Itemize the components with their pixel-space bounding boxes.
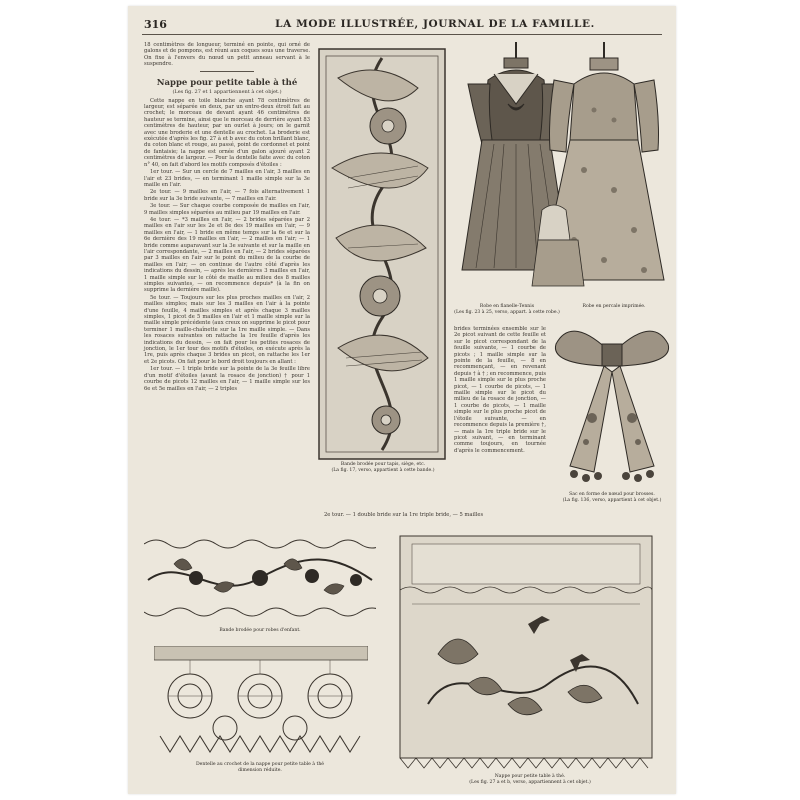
dress-left-caption-title: Robe en flanelle-Tennis <box>479 304 535 309</box>
paragraph: 1er tour. — Sur un cercle de 7 mailles en l'air, 3 mailles en l'air et 23 brides, — en terminant 1 maille simple sur la 3e maille en l'air. <box>144 169 310 188</box>
journal-title: LA MODE ILLUSTRÉE, JOURNAL DE LA FAMILLE. <box>275 18 595 30</box>
bag-caption <box>550 492 674 503</box>
tablecloth-caption <box>398 774 662 785</box>
vertical-embroidered-band-illustration <box>318 48 446 460</box>
paragraph: 5e tour. — Toujours sur les plus proches mailles en l'air, 2 mailles simples; mais sur les 3 mailles en l'air à la pointe d'une feuille, 4 mailles simples et après chaque 3 mailles simples, 1 picot de 5 mailles en l'air et 1 maille simple sur la maille simple précédente (aux creux on supprime le picot pour terminer 1 maille-chaînette sur la 1re maille simple. — Dans les rosaces suivantes on rattache la 1re feuille d'après les indications du dessin, — on fait pour les petites rosaces de jonction, le 1er tour des motifs d'étoiles, on exécute après la 1re, puis après chaque 3 brides un picot, on rattache les 1er et 2e picots. On fait pour le bord droit toujours en allant : <box>144 294 310 365</box>
journal-page <box>128 6 676 794</box>
tablecloth-caption-sub: (Les fig. 27 a et b, verso, appartiennent à cet objet.) <box>469 779 591 785</box>
page-number: 316 <box>144 18 167 31</box>
dress-right-caption-title: Robe en percale imprimée. <box>582 304 646 309</box>
paragraph: 2e tour. — 1 double bride sur la 1re triple bride, — 5 mailles <box>324 512 484 518</box>
left-text-column <box>144 42 310 530</box>
vertical-band-caption-sub: (La fig. 17, verso, appartient à cette bande.) <box>331 467 435 473</box>
paragraph: 4e tour. — *3 mailles en l'air, — 2 brides séparées par 2 mailles en l'air sur les 2e et 8e des 19 mailles en l'air, — 9 mailles en l'air, — 1 bride en même temps sur la 6e et sur la 6e dernière des 19 mailles en l'air, — 2 mailles en l'air; — 1 bride comme auparavant sur la 3e suivante et sur la maille en l'air correspondante, — 2 mailles en l'air, — 2 brides séparées par 3 mailles en l'air sur le point du milieu de la courbe de mailles en l'air; — on continue de l'autre côté d'après les indications du dessin, — après les dernières 3 mailles en l'air, 1 maille simple sur le côté de maille au milieu des 8 mailles simples suivantes, — on recommence depuis* (à la fin on supprime la dernière maille). <box>144 216 310 294</box>
dress-left-caption <box>454 304 560 315</box>
paragraph: Cette nappe en toile blanche ayant 78 centimètres de largeur, est séparée en deux, par un entre-deux étroit fait au crochet; le morceau de devant ayant 46 centimètres de hauteur se termine, ainsi que le morceau de derrière ayant 83 centimètres de hauteur, par un ourlet à jours; on le garnit avec une broderie et une dentelle au crochet. La broderie est exécutée d'après les fig. 27 à et b avec du coton brillant blanc, du coton blanc et rouge, au passé, point de cordonnet et point de fantaisie; la nappe est ornée d'un galon ajouré ayant 2 centimètres de largeur. — Pour la dentelle faite avec du coton n° 40, on fait d'abord les motifs composés d'étoiles : <box>144 97 310 168</box>
section-subtitle: (Les fig. 27 et 1 appartiennent à cet objet.) <box>172 88 282 95</box>
lace-caption-sub: dimension réduite. <box>238 767 282 773</box>
horizontal-band-caption-title: Bande brodée pour robes d'enfant. <box>219 628 301 633</box>
page-header <box>128 6 676 36</box>
intro-paragraph: 18 centimètres de longueur, terminé en pointe, qui orné de galons et de pompons, est réuni aux coques sous une traverse. On fixe à l'envers du nœud un petit anneau servant à le suspendre. <box>144 42 310 68</box>
lace-caption <box>144 762 376 773</box>
paragraph: 1er tour. — 1 triple bride sur la pointe de la 3e feuille libre d'un motif d'étoiles (avant la rosace de jonction) † pour 1 courbe de picots 12 mailles en l'air, — 1 maille simple sur les 6e et 5e mailles en l'air, — 2 triples <box>144 366 310 392</box>
horizontal-band-caption <box>144 628 376 634</box>
lace-caption-title: Dentelle au crochet de la nappe pour petite table à thé <box>195 762 325 767</box>
dress-right-caption <box>562 304 666 310</box>
dresses-illustration <box>454 40 666 304</box>
tablecloth-caption-title: Nappe pour petite table à thé. <box>494 774 566 779</box>
paragraph: 3e tour. — Sur chaque courbe composée de mailles en l'air, 9 mailles simples séparées au milieu par 19 mailles en l'air. <box>144 203 310 216</box>
crochet-lace-illustration <box>154 646 368 756</box>
horizontal-embroidered-band-illustration <box>144 534 376 622</box>
bag-caption-title: Sac en forme de nœud pour brosses. <box>569 492 655 497</box>
paragraph: brides terminées ensemble sur le 2e picot suivant de cette feuille et sur le picot correspondant de la feuille suivante, — 1 courbe de picots ; 1 maille simple sur la pointe de la feuille, — 8 en recommençant, — en revenant depuis † à † ; en recommence, puis 1 maille simple sur le plus proche picot, — 1 courbe de picots, — 1 maille simple sur le picot du milieu de la rosace de jonction, — 1 courbe de picots, — 1 maille simple sur le plus proche picot de l'étoile suivante, — en recommence depuis la première †, — mais la 1re triple bride sur le picot suivant, — en terminant comme toujours, en tournée d'après le commencement. <box>454 326 546 454</box>
bag-caption-sub: (La fig. 136, verso, appartient à cet objet.) <box>562 497 662 503</box>
section-rule <box>200 71 254 72</box>
dress-left-caption-sub: (Les fig. 23 à 25, verso, appart. à cette robe.) <box>454 309 560 315</box>
bow-bag-illustration <box>552 318 672 490</box>
header-rule <box>142 34 662 35</box>
middle-text-footer <box>318 512 546 524</box>
vertical-band-caption-title: Bande brodée pour tapis, siège, etc. <box>340 462 426 467</box>
vertical-band-caption <box>316 462 450 473</box>
tea-tablecloth-illustration <box>398 534 662 770</box>
middle-text-column <box>454 326 546 504</box>
paragraph: 2e tour. — 9 mailles en l'air, — 7 fois alternativement 1 bride sur la 3e bride suivante, — 7 mailles en l'air. <box>144 189 310 202</box>
section-title: Nappe pour petite table à thé <box>156 77 298 88</box>
